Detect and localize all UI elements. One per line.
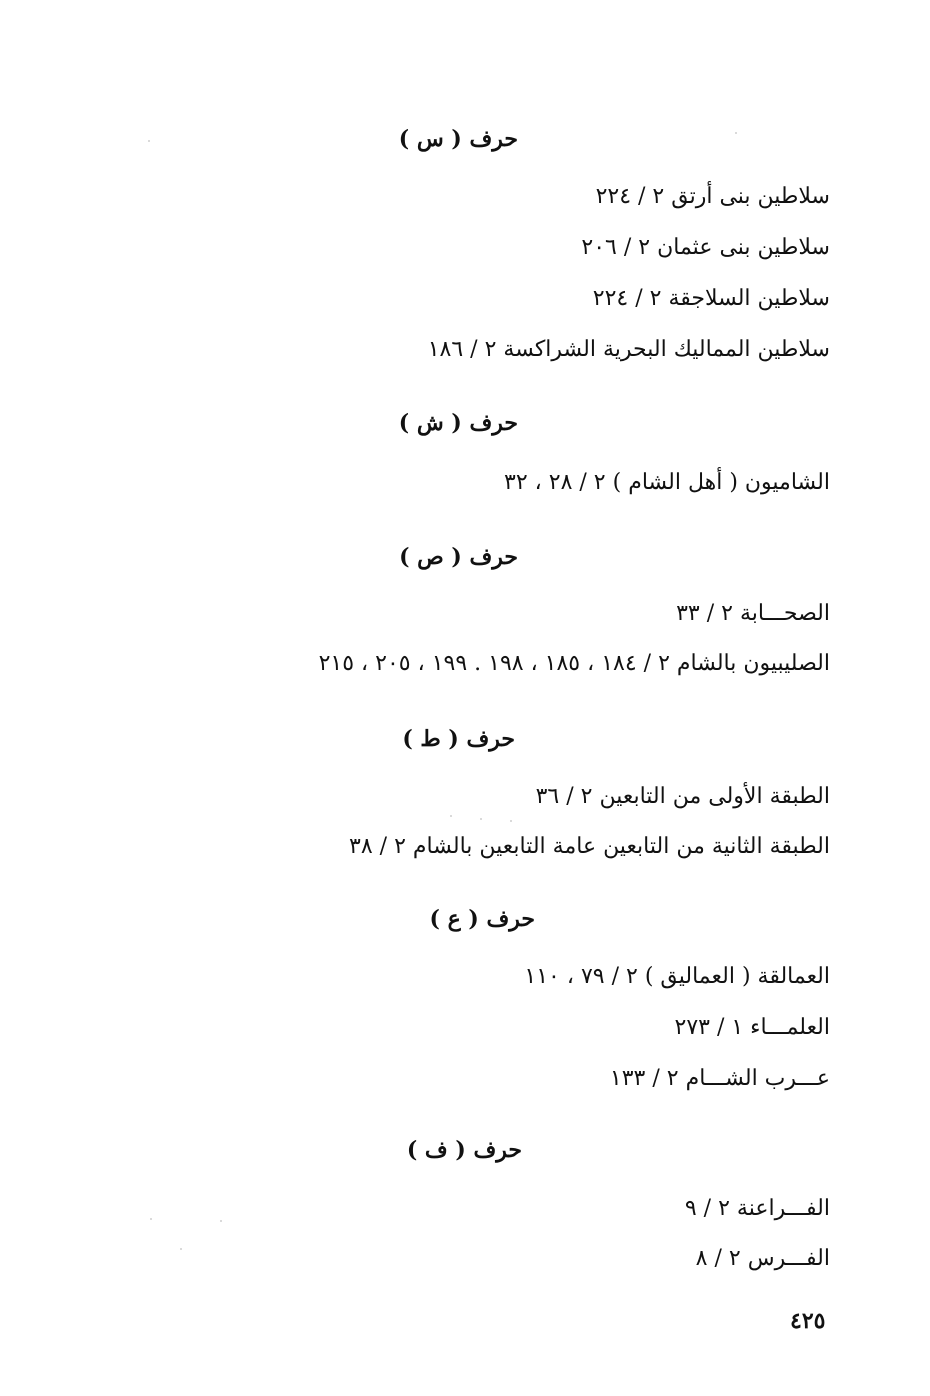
index-entry: الفـــراعنة ٢ / ٩	[684, 1196, 830, 1221]
scan-speck	[180, 1248, 182, 1250]
section-heading-shin: حرف ( ش )	[398, 410, 518, 436]
index-entry: العمالقة ( العماليق ) ٢ / ٧٩ ، ١١٠	[524, 964, 830, 989]
section-heading-sin: حرف ( س )	[398, 126, 518, 152]
index-entry: الطبقة الثانية من التابعين عامة التابعين بالشام ٢ / ٣٨	[349, 834, 830, 859]
index-entry: سلاطين المماليك البحرية الشراكسة ٢ / ١٨٦	[427, 337, 830, 362]
index-entry: سلاطين السلاجقة ٢ / ٢٢٤	[592, 286, 830, 311]
page-number: ٤٢٥	[790, 1308, 826, 1334]
index-entry: سلاطين بنى عثمان ٢ / ٢٠٦	[581, 235, 830, 260]
index-entry: الفـــرس ٢ / ٨	[695, 1246, 830, 1271]
scan-speck	[480, 818, 482, 820]
index-entry: الصليبيون بالشام ٢ / ١٨٤ ، ١٨٥ ، ١٩٨ . ١٩٩ ، ٢٠٥ ، ٢١٥	[318, 651, 830, 676]
section-heading-sad: حرف ( ص )	[399, 544, 518, 570]
scan-speck	[450, 815, 452, 817]
section-heading-fa: حرف ( ف )	[406, 1137, 522, 1163]
index-entry: الشاميون ( أهل الشام ) ٢ / ٢٨ ، ٣٢	[504, 470, 830, 495]
scan-speck	[735, 132, 737, 134]
index-entry: عـــرب الشـــام ٢ / ١٣٣	[609, 1066, 830, 1091]
scan-speck	[220, 1220, 222, 1222]
index-entry: الصحـــابة ٢ / ٣٣	[676, 601, 830, 626]
index-entry: الطبقة الأولى من التابعين ٢ / ٣٦	[535, 784, 830, 809]
index-entry: العلمـــاء ١ / ٢٧٣	[674, 1015, 830, 1040]
scan-speck	[510, 820, 512, 822]
section-heading-ta: حرف ( ط )	[402, 726, 515, 752]
scan-speck	[150, 1218, 152, 1220]
index-entry: سلاطين بنى أرتق ٢ / ٢٢٤	[595, 184, 830, 209]
scan-speck	[148, 140, 150, 142]
section-heading-ain: حرف ( ع )	[429, 906, 535, 932]
